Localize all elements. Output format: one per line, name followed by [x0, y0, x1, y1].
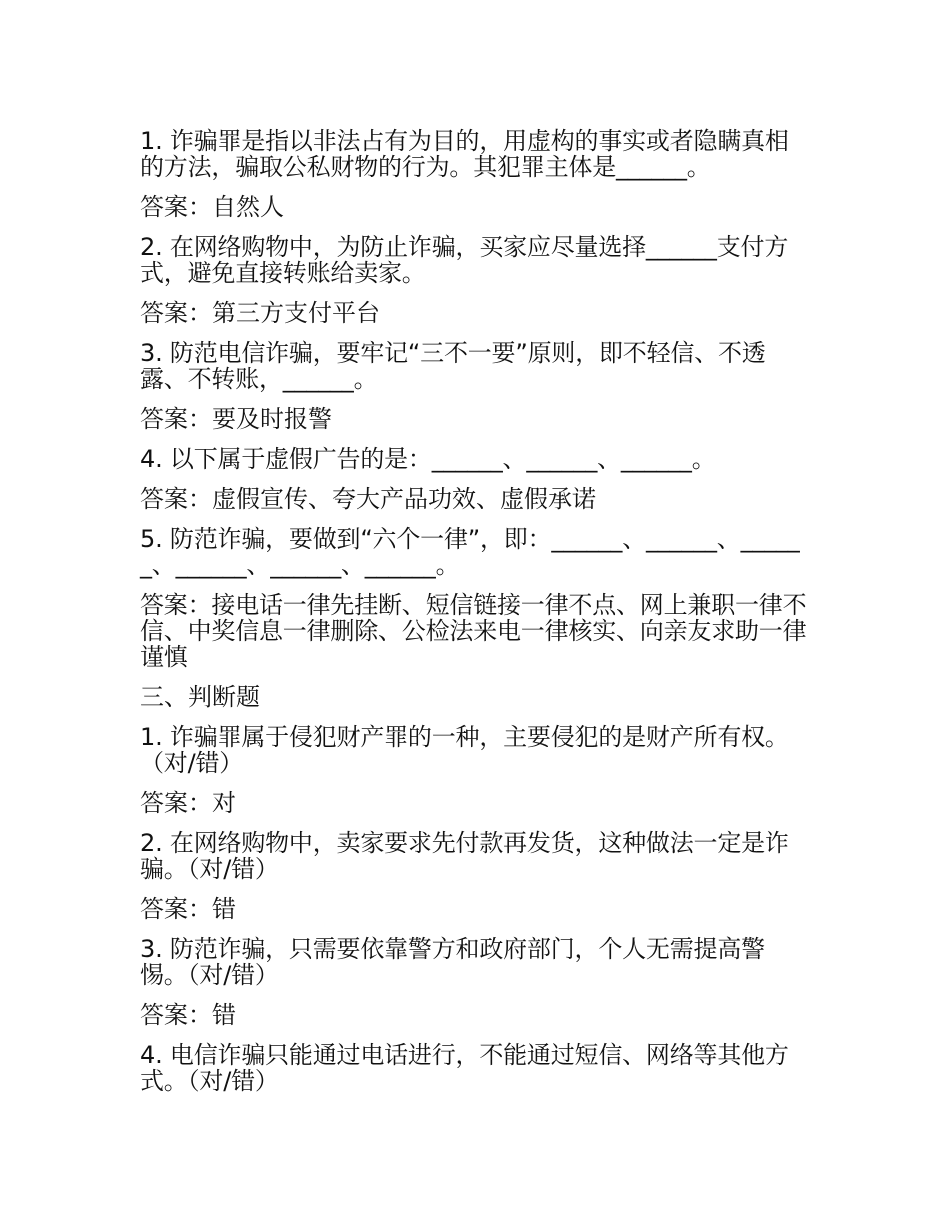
fill-question-5: 5. 防范诈骗，要做到“六个一律”，即：______、______、______、______、______、______。 [140, 525, 800, 579]
tf-answer-2: 答案：错 [140, 895, 236, 923]
tf-answer-1: 答案：对 [140, 789, 236, 817]
fill-question-1: 1. 诈骗罪是指以非法占有为目的，用虚构的事实或者隐瞒真相的方法，骗取公私财物的行为。其犯罪主体是______。 [140, 127, 789, 181]
tf-question-2: 2. 在网络购物中，卖家要求先付款再发货，这种做法一定是诈骗。（对/错） [140, 829, 789, 883]
fill-answer-1: 答案：自然人 [140, 193, 284, 221]
section-title: 三、判断题 [140, 683, 260, 711]
fill-question-4: 4. 以下属于虚假广告的是：______、______、______。 [140, 445, 716, 473]
tf-answer-3: 答案：错 [140, 1001, 236, 1029]
fill-answer-2: 答案：第三方支付平台 [140, 299, 380, 327]
document-page [140, 128, 812, 1108]
fill-answer-4: 答案：虚假宣传、夸大产品功效、虚假承诺 [140, 485, 596, 513]
tf-question-1: 1. 诈骗罪属于侵犯财产罪的一种，主要侵犯的是财产所有权。（对/错） [140, 723, 789, 777]
fill-question-3: 3. 防范电信诈骗，要牢记“三不一要”原则，即不轻信、不透露、不转账，______。 [140, 339, 766, 393]
tf-question-4: 4. 电信诈骗只能通过电话进行，不能通过短信、网络等其他方式。（对/错） [140, 1041, 789, 1095]
fill-question-2: 2. 在网络购物中，为防止诈骗，买家应尽量选择______支付方式，避免直接转账给卖家。 [140, 233, 789, 287]
fill-answer-5: 答案：接电话一律先挂断、短信链接一律不点、网上兼职一律不信、中奖信息一律删除、公检法来电一律核实、向亲友求助一律谨慎 [140, 591, 807, 671]
fill-answer-3: 答案：要及时报警 [140, 405, 332, 433]
tf-question-3: 3. 防范诈骗，只需要依靠警方和政府部门，个人无需提高警惕。（对/错） [140, 935, 765, 989]
